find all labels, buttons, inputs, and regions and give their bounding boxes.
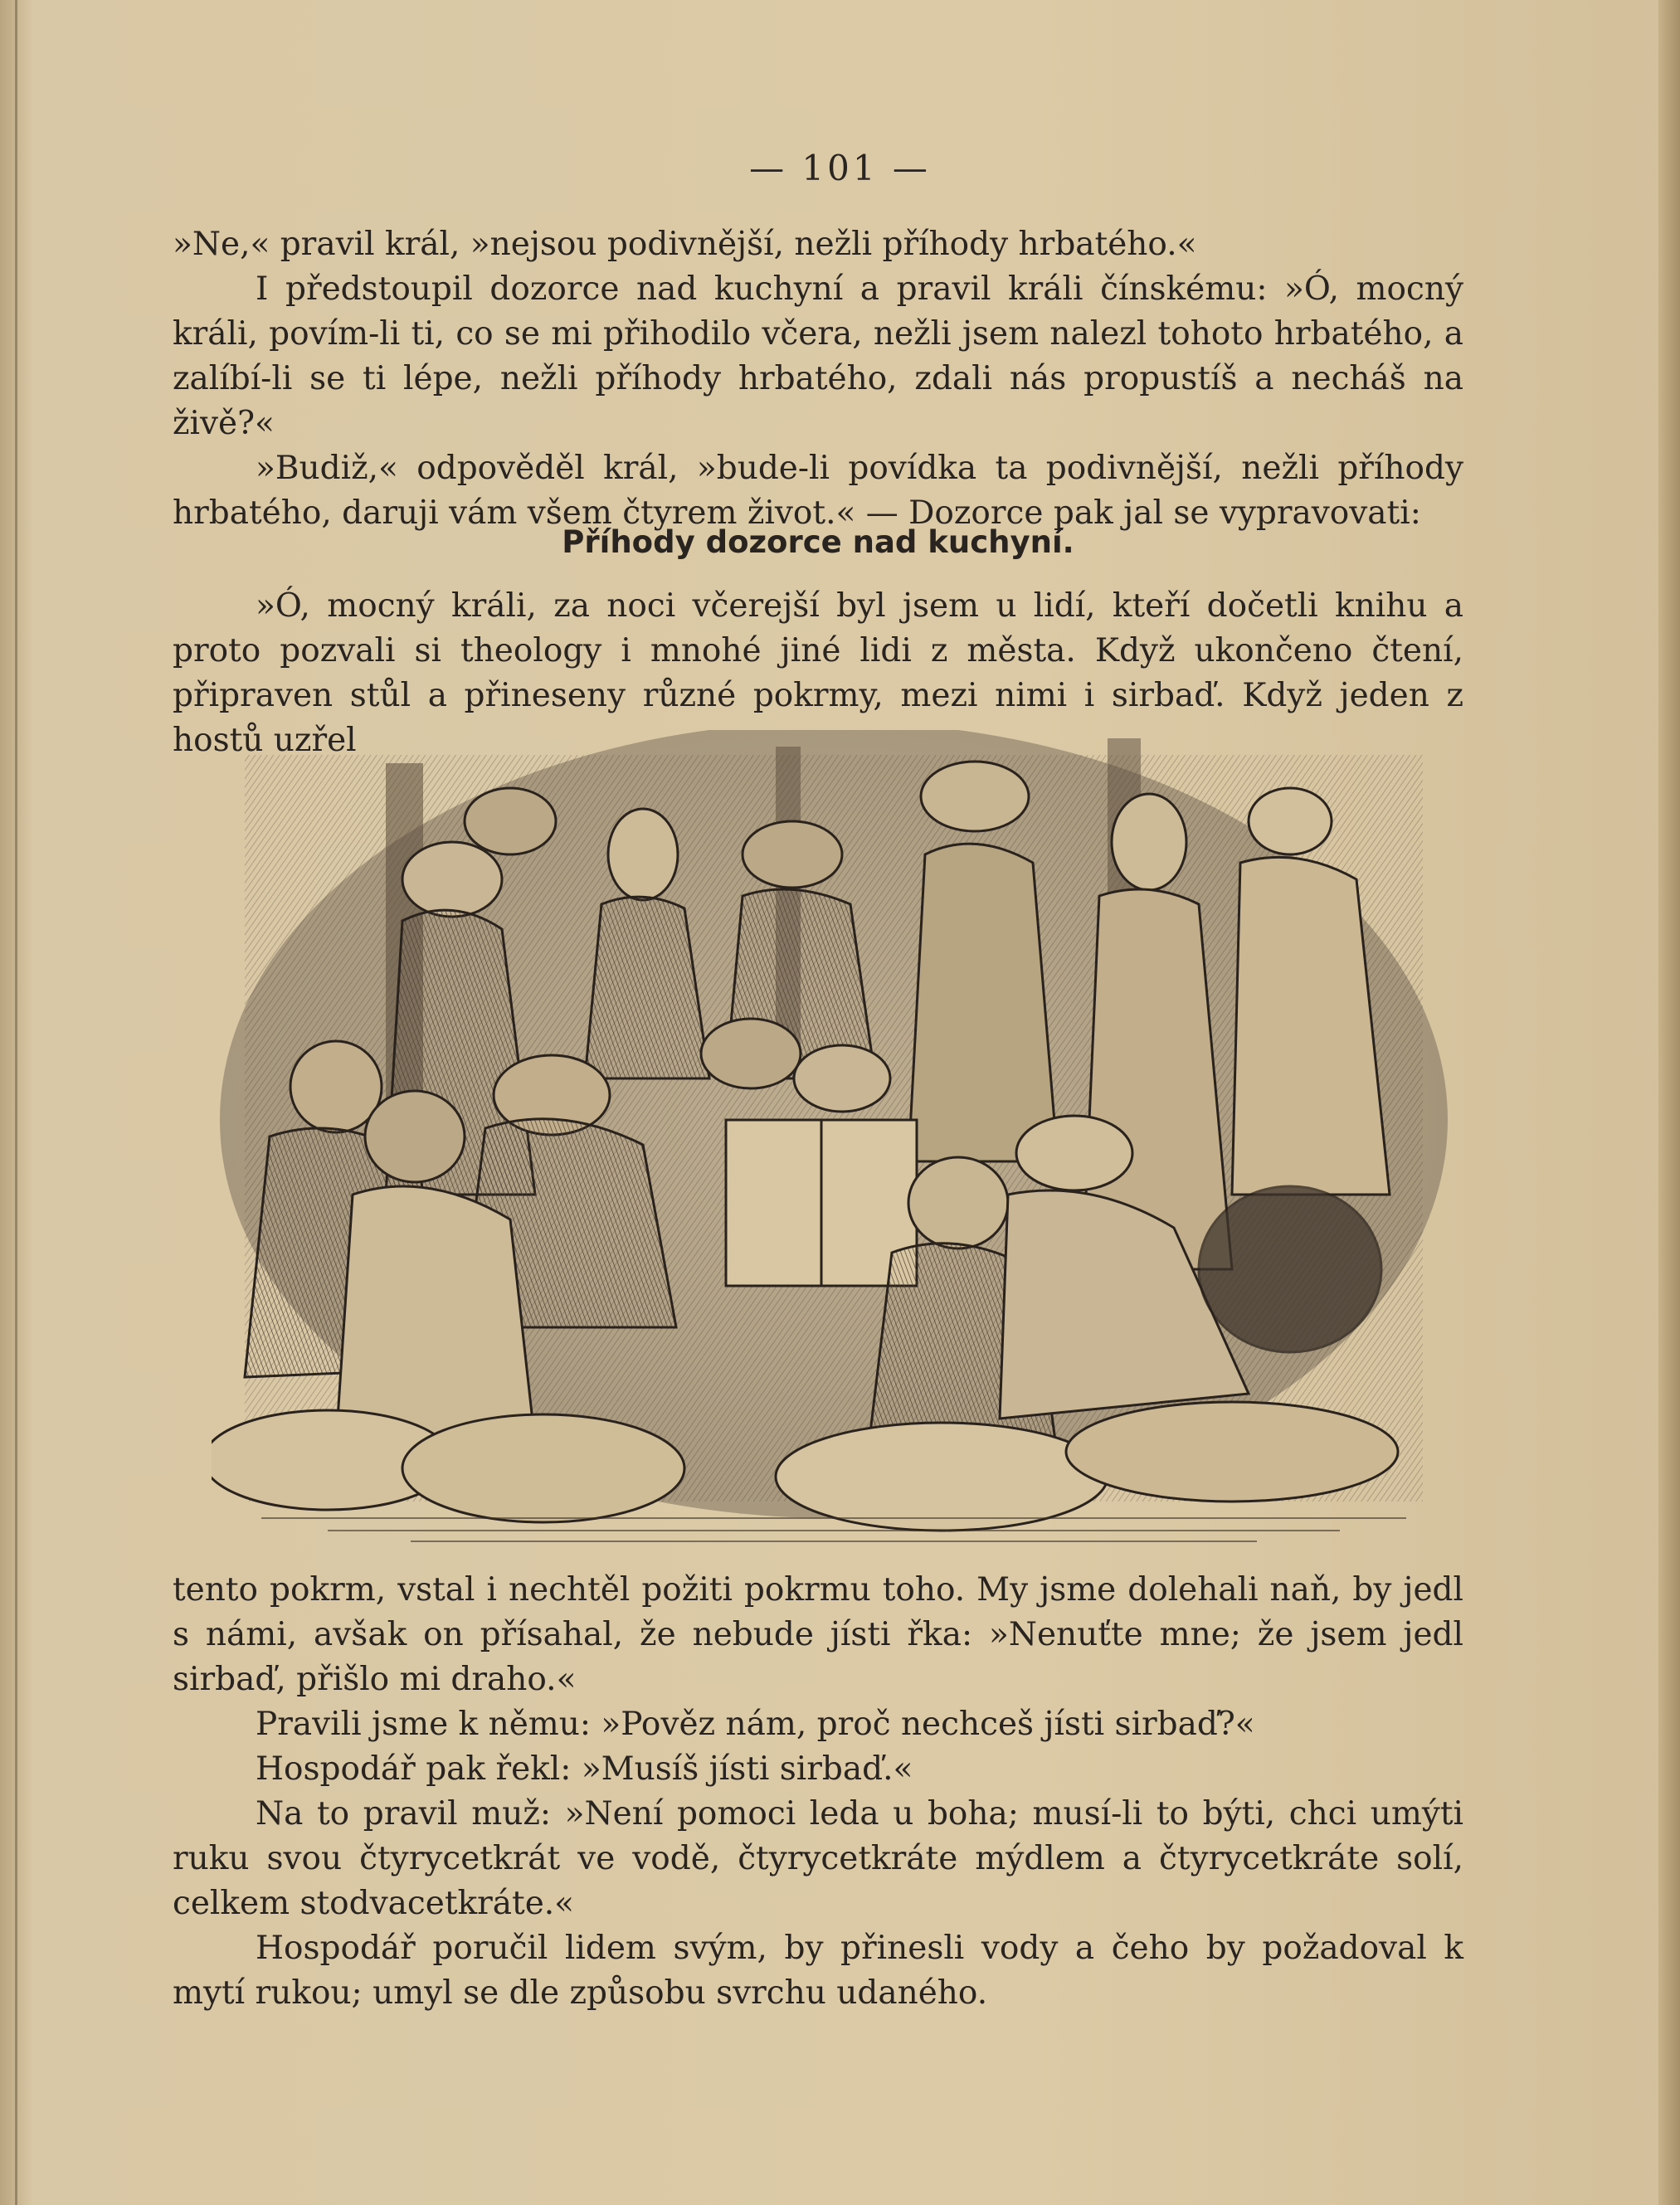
paragraph-5: Pravili jsme k němu: »Pověz nám, proč nechceš jísti sirbaď?« xyxy=(256,1706,1255,1743)
page-number: — 101 — xyxy=(749,148,931,188)
paragraph-2: I předstoupil dozorce nad kuchyní a pravil králi čínskému: »Ó, mocný králi, povím-li ti, co se mi přihodilo včera, nežli jsem nalezl tohoto hrbatého, a zalíbí-li se ti lépe, nežli příhody hrbatého, zdali nás propustíš a necháš na živě?« xyxy=(173,270,1463,442)
continued-text xyxy=(173,1568,1463,2016)
paragraph-3: »Budiž,« odpověděl král, »bude-li povídka ta podivnější, nežli příhody hrbatého, daruji vám všem čtyrem život.« — Dozorce pak jal se vypravovati: xyxy=(173,450,1463,532)
section-heading: Příhody dozorce nad kuchyní. xyxy=(562,524,1074,560)
paragraph-7: Na to pravil muž: »Není pomoci leda u boha; musí-li to býti, chci umýti ruku svou čtyrycetkrát ve vodě, čtyrycetkráte mýdlem a čtyrycetkráte solí, celkem stodvacetkráte.« xyxy=(173,1795,1463,1922)
paragraph-6: Hospodář pak řekl: »Musíš jísti sirbaď.« xyxy=(256,1750,913,1788)
opening-text xyxy=(173,222,1463,536)
engraving-illustration xyxy=(212,730,1456,1551)
paragraph-story-start: »Ó, mocný králi, za noci včerejší byl jsem u lidí, kteří dočetli knihu a proto pozvali si theology i mnohé jiné lidi z města. Když ukončeno čtení, připraven stůl a přineseny různé pokrmy, mezi nimi i sirbaď. Když jeden z hostů uzřel xyxy=(173,587,1463,759)
paragraph-continuation: tento pokrm, vstal i nechtěl požiti pokrmu toho. My jsme dolehali naň, by jedl s námi, avšak on přísahal, že nebude jísti řka: »Nenuťte mne; že jsem jedl sirbaď, přišlo mi draho.« xyxy=(173,1571,1463,1698)
paragraph-1: »Ne,« pravil král, »nejsou podivnější, nežli příhody hrbatého.« xyxy=(173,226,1197,263)
binding-edge xyxy=(15,0,17,2205)
page-edge xyxy=(1658,0,1680,2205)
floor-lines xyxy=(261,1518,1406,1541)
paragraph-8: Hospodář poručil lidem svým, by přinesli vody a čeho by požadoval k mytí rukou; umyl se dle způsobu svrchu udaného. xyxy=(173,1930,1463,2012)
